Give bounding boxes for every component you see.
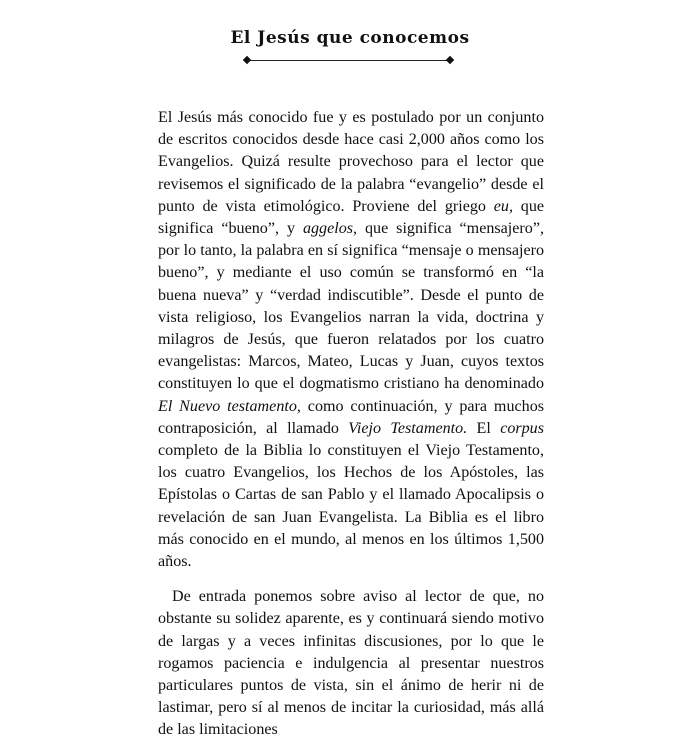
paragraph-2: De entrada ponemos sobre aviso al lector de que, no obstante su solidez aparente, es y continuará siendo motivo de largas y a veces infinitas discusiones, por lo que le rogamos paciencia e indulgencia al presentar nuestros particulares puntos de vista, sin el ánimo de herir ni de lastimar, pero sí al menos de incitar la curiosidad, más allá de las limitaciones	[158, 588, 544, 739]
body-text	[158, 107, 544, 742]
italic-title-viejo-testamento: Viejo Testamento.	[348, 419, 468, 437]
paragraph-1-text: El	[467, 419, 501, 437]
paragraph-1-text: que significa “bueno”, y	[158, 197, 545, 238]
paragraph-1-text: completo de la Biblia lo constituyen el Viejo Testamento, los cuatro Evangelios, los Hechos de los Apóstoles, las Epístolas o Cartas de san Pablo y el llamado Apocalipsis o revelación de san Juan Evangelista. La Biblia es el libro más conocido en el mundo, al menos en los últimos 1,500 años.	[158, 442, 544, 571]
italic-term-aggelos: aggelos,	[302, 220, 358, 238]
italic-term-corpus: corpus	[500, 419, 544, 437]
paragraph-1-text: que significa “mensajero”, por lo tanto, la palabra en sí significa “mensaje o mensajero bueno”, y mediante el uso común se transformó en “la buena nueva” y “verdad indiscutible”. Desde el punto de vista religioso, los Evangelios narran la vida, doctrina y milagros de Jesús, que fueron relatados por los cuatro evangelistas: Marcos, Mateo, Lucas y Juan, cuyos textos constituyen lo que el dogmatismo cristiano ha denominado	[158, 220, 544, 393]
italic-title-nuevo-testamento: El Nuevo testamento,	[158, 397, 301, 415]
paragraph-1	[158, 107, 544, 573]
paragraph-1-text: El Jesús más conocido fue y es postulado por un conjunto de escritos conocidos desde hace casi 2,000 años como los Evangelios. Quizá resulte provechoso para el lector que revisemos el significado de la palabra “evangelio” desde el punto de vista etimológico. Proviene del griego	[158, 109, 544, 215]
italic-term-eu: eu,	[493, 197, 513, 215]
paragraph-1-text: como continuación, y para muchos contraposición, al llamado	[158, 397, 544, 437]
title-rule	[248, 60, 450, 61]
ornament-diamond-right-icon	[446, 56, 454, 64]
chapter-title: El Jesús que conocemos	[230, 28, 470, 48]
